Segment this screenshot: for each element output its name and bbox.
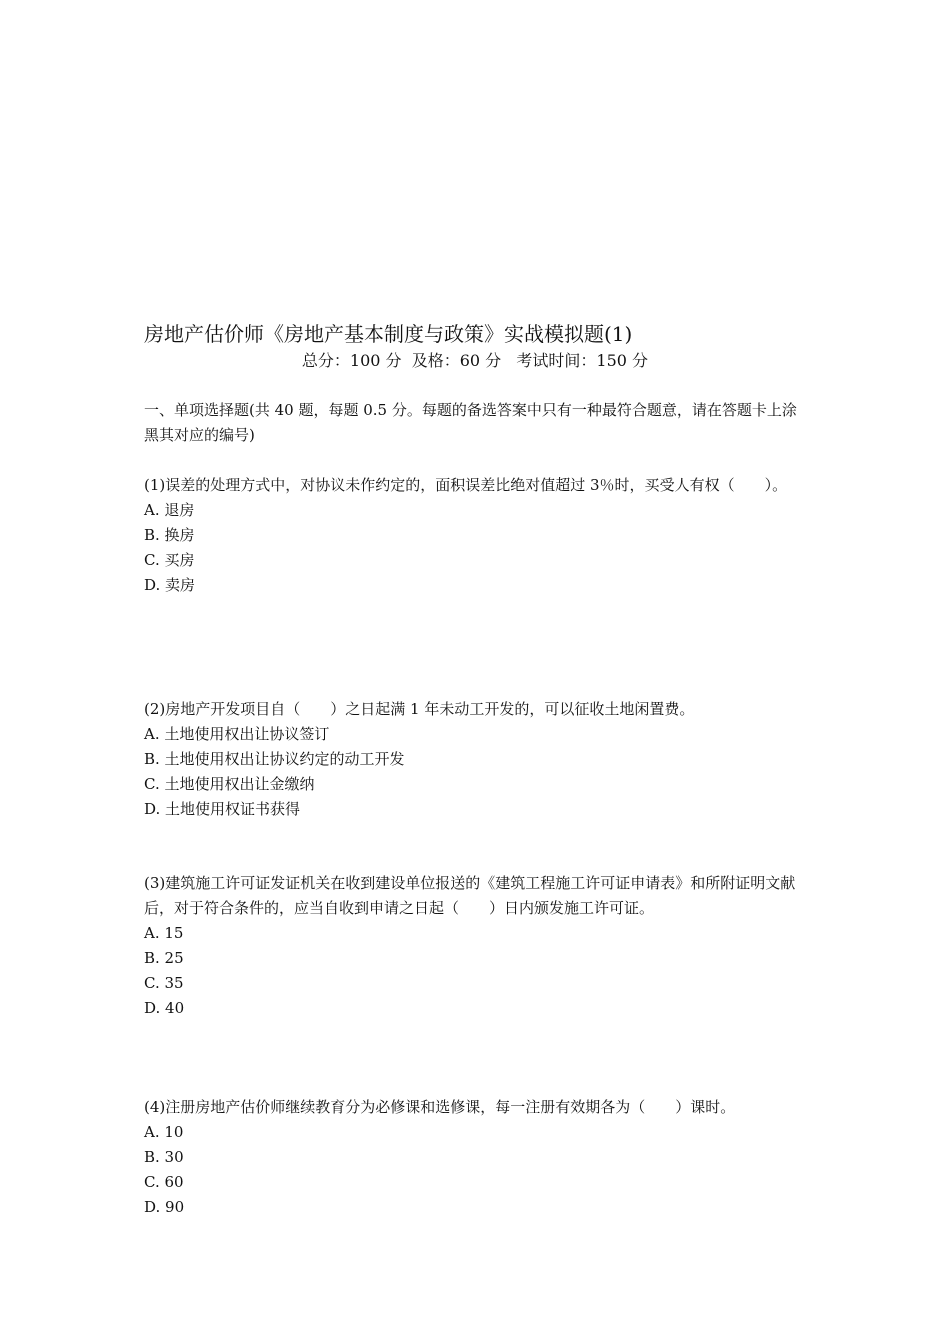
option-a: A. 15 bbox=[144, 924, 184, 942]
question-stem: (4)注册房地产估价师继续教育分为必修课和选修课，每一注册有效期各为（ ）课时。 bbox=[144, 1098, 736, 1116]
option-a: A. 10 bbox=[144, 1123, 184, 1141]
question-1 bbox=[144, 473, 808, 598]
question-4 bbox=[144, 1095, 808, 1220]
question-stem: (2)房地产开发项目自（ ）之日起满 1 年未动工开发的，可以征收土地闲置费。 bbox=[144, 700, 695, 718]
option-a: A. 退房 bbox=[144, 501, 195, 519]
option-c: C. 60 bbox=[144, 1173, 184, 1191]
question-2 bbox=[144, 697, 808, 822]
option-d: D. 40 bbox=[144, 999, 185, 1017]
option-b: B. 25 bbox=[144, 949, 184, 967]
option-b: B. 土地使用权出让协议约定的动工开发 bbox=[144, 750, 405, 768]
option-c: C. 35 bbox=[144, 974, 184, 992]
option-d: D. 90 bbox=[144, 1198, 185, 1216]
option-c: C. 土地使用权出让金缴纳 bbox=[144, 775, 315, 793]
option-d: D. 卖房 bbox=[144, 576, 196, 594]
question-3 bbox=[144, 871, 808, 1021]
option-d: D. 土地使用权证书获得 bbox=[144, 800, 301, 818]
document-title: 房地产估价师《房地产基本制度与政策》实战模拟题(1) bbox=[144, 322, 633, 346]
option-c: C. 买房 bbox=[144, 551, 195, 569]
question-stem: (1)误差的处理方式中，对协议未作约定的，面积误差比绝对值超过 3％时，买受人有权（ ）。 bbox=[144, 476, 788, 494]
question-stem: (3)建筑施工许可证发证机关在收到建设单位报送的《建筑工程施工许可证申请表》和所附证明文献后，对于符合条件的，应当自收到申请之日起（ ）日内颁发施工许可证。 bbox=[144, 874, 796, 917]
option-b: B. 30 bbox=[144, 1148, 184, 1166]
section-instructions: 一、单项选择题(共 40 题，每题 0.5 分。每题的备选答案中只有一种最符合题意，请在答题卡上涂黑其对应的编号) bbox=[144, 401, 797, 444]
exam-info: 总分：100 分 及格：60 分 考试时间：150 分 bbox=[301, 351, 649, 370]
option-b: B. 换房 bbox=[144, 526, 195, 544]
option-a: A. 土地使用权出让协议签订 bbox=[144, 725, 330, 743]
